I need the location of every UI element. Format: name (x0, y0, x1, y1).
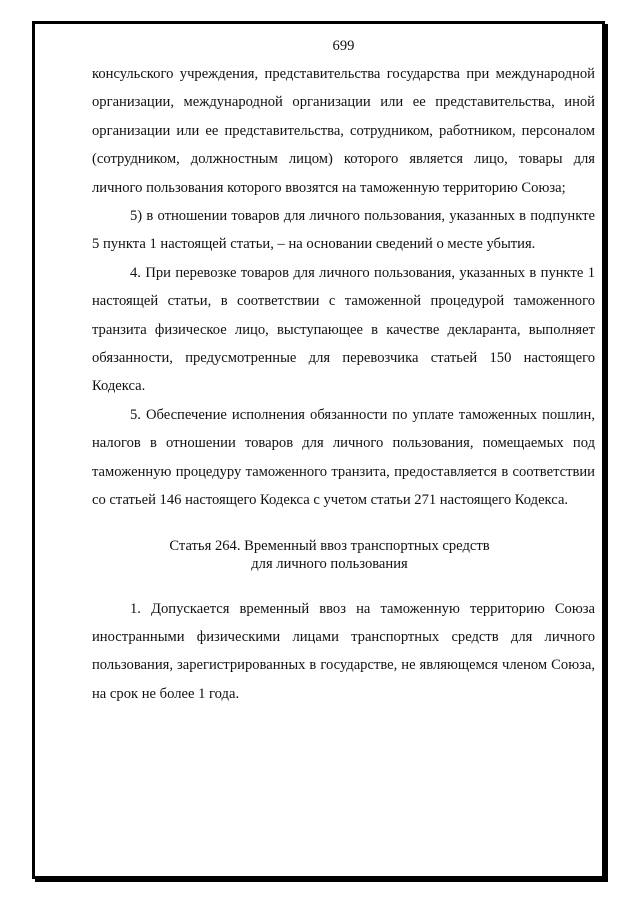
article-heading-line-1: Статья 264. Временный ввоз транспортных средств (169, 537, 490, 554)
paragraph-item-4: 4. При перевозке товаров для личного пользования, указанных в пункте 1 настоящей статьи, в соответствии с таможенной процедурой таможенного транзита физическое лицо, выступающее в качестве декларанта, выполняет обязанности, предусмотренные для перевозчика статьей 150 настоящего Кодекса. (92, 264, 595, 395)
paragraph-item-5: 5. Обеспечение исполнения обязанности по уплате таможенных пошлин, налогов в отношении товаров для личного пользования, помещаемых под таможенную процедуру таможенного транзита, предоставляется в соответствии со статьей 146 настоящего Кодекса с учетом статьи 271 настоящего Кодекса. (92, 406, 595, 509)
article-paragraph-1: 1. Допускается временный ввоз на таможенную территорию Союза иностранными физическими лицами транспортных средств для личного пользования, зарегистрированных в государстве, не являющемся членом Союза, на срок не более 1 года. (92, 600, 595, 702)
page-number: 699 (332, 38, 355, 54)
article-heading-line-2: для личного пользования (251, 555, 408, 572)
paragraph-subitem-5: 5) в отношении товаров для личного пользования, указанных в подпункте 5 пункта 1 настоящей статьи, – на основании сведений о месте убытия. (92, 208, 595, 253)
paragraph-continuation: консульского учреждения, представительства государства при международной организации, международной организации или ее представительства, иной организации или ее представительства, сотрудником, работником, персоналом (сотрудником, должностным лицом) которого является лицо, товары для личного пользования которого ввозятся на таможенную территорию Союза; (92, 66, 595, 196)
article-heading (92, 537, 595, 573)
document-page (92, 36, 595, 708)
